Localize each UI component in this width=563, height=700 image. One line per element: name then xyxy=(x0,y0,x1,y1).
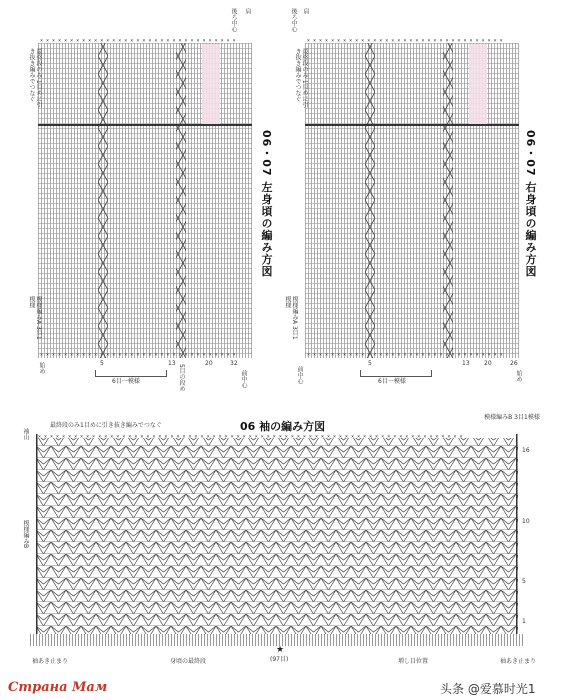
left-front-count-1: 5 xyxy=(100,360,104,367)
watermark-left: Страна Мам xyxy=(8,680,108,695)
svg-text:× × × × × × × × × × × × × × ×: × × × × × × × × × × × × × × × × × × × × × × × × × × × × × × × × × xyxy=(40,352,236,358)
left-front-left-note: 最終段のみ 1目めに引き抜き編みでつなぐ xyxy=(28,48,42,108)
sleeve-row-1: 1 xyxy=(522,618,526,625)
sleeve-bottom-left: 袖あき止まり xyxy=(32,658,69,665)
left-front-bottom-left-note: 模様編みA 3目1模様 xyxy=(28,296,42,340)
svg-text:× × × × × × × × × × × × × × ×: × × × × × × × × × × × × × × × × × × × × × × × × × × × × × × × × × xyxy=(307,352,503,358)
sleeve-bottom-mid-a: 身頃の最終段 xyxy=(170,658,207,665)
star-icon: ★ xyxy=(276,645,285,655)
left-front-repeat-label: 6目一模様 xyxy=(112,378,140,385)
right-front-bottom-right-label: 始め xyxy=(515,370,522,382)
right-front-count-2: 13 xyxy=(462,360,470,367)
left-front-top-label-b: 肩 xyxy=(244,8,251,14)
right-front-top-label-b: 肩 xyxy=(302,8,309,14)
left-front-count-4: 32 xyxy=(230,360,238,367)
right-front-repeat-bracket xyxy=(360,370,432,377)
left-front-chart xyxy=(38,38,252,358)
right-front-count-1: 5 xyxy=(368,360,372,367)
sleeve-left-side-label: 模様編みB xyxy=(22,520,29,549)
left-front-count-3: 20 xyxy=(205,360,213,367)
svg-text:× × × × × × × × × × × × × × ×: × × × × × × × × × × × × × × × × × × × × × × × × × × × × × × × × × xyxy=(307,38,503,44)
left-front-bottom-left-mark: 始め xyxy=(38,362,45,374)
sleeve-row-5: 5 xyxy=(522,578,526,585)
sleeve-row-16: 16 xyxy=(522,447,530,454)
left-front-count-2: 13 xyxy=(168,360,176,367)
right-front-count-4: 26 xyxy=(510,360,518,367)
sleeve-chart xyxy=(36,434,518,634)
sleeve-title: 06 袖の編み方図 xyxy=(240,420,326,433)
right-front-bottom-left-mark: 前中心 xyxy=(296,366,303,384)
right-front-repeat-label: 6目一模様 xyxy=(378,378,406,385)
right-front-chart xyxy=(305,38,519,358)
watermark-right-text: 头条 @爱慕时光1 xyxy=(440,682,536,696)
sleeve-top-left-label: 袖山 xyxy=(22,428,29,440)
sleeve-bottom-right: 袖あき止まり xyxy=(500,658,537,665)
left-front-grid xyxy=(38,38,252,358)
left-front-title: 06・07 左身頃の編み方図 xyxy=(260,130,273,278)
right-front-grid xyxy=(305,38,519,358)
right-front-title: 06・07 右身頃の編み方図 xyxy=(524,130,537,278)
sleeve-bottom-mid-c: 増し目位置 xyxy=(398,658,429,665)
sleeve-top-note: 最終段のみ1目めに引き抜き編みでつなぐ xyxy=(50,422,162,429)
left-front-repeat-bracket xyxy=(95,370,167,377)
right-front-left-note: 最終段のみ 1目めに引き抜き編みでつなぐ xyxy=(294,48,308,108)
sleeve-bottom-mid-b: (97目) xyxy=(270,656,289,663)
svg-text:× × × × × × × × × × × × × × ×: × × × × × × × × × × × × × × × × × × × × × × × × × × × × × × × × × × × × × × × × × × × × × × × × × × × × × × × × × × × × × × × × × × × × × × × xyxy=(38,434,463,440)
right-front-top-label-a: 後ろ中心 xyxy=(290,8,297,32)
right-front-count-3: 20 xyxy=(484,360,492,367)
sleeve-row-10: 10 xyxy=(522,518,530,525)
left-front-top-label-a: 後ろ中心 xyxy=(230,8,237,32)
sleeve-grid xyxy=(36,434,518,634)
sleeve-top-right-note: 模様編みB 3目1模様 xyxy=(484,414,540,421)
left-front-bottom-right-label: 前中心 xyxy=(240,370,247,388)
svg-text:× × × × × × × × × × × × × × ×: × × × × × × × × × × × × × × × × × × × × × × × × × × × × × × × × × xyxy=(40,38,236,44)
watermark-right xyxy=(440,680,535,697)
left-front-start-label: 5目の段め xyxy=(178,364,185,392)
right-front-bottom-left-note: 模様編みA 3目1模様 xyxy=(284,296,298,340)
